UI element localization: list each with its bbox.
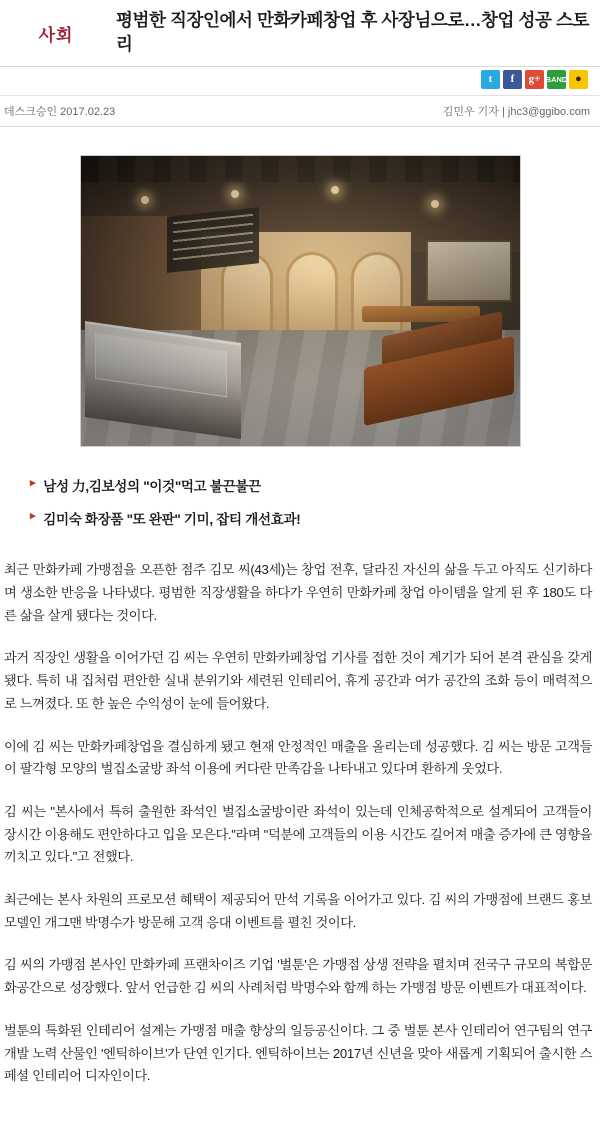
article-paragraph: 최근에는 본사 차원의 프로모션 혜택이 제공되어 만석 기록을 이어가고 있다. 김 씨의 가맹점에 브랜드 홍보 모델인 개그맨 박명수가 방문해 고객 응대 이벤트를 펼친 것이다. bbox=[4, 892, 592, 930]
band-share-icon[interactable]: BAND bbox=[547, 70, 566, 89]
page-title: 평범한 직장인에서 만화카페창업 후 사장님으로…창업 성공 스토리 bbox=[116, 10, 590, 55]
article-paragraph: 김 씨는 "본사에서 특허 출원한 좌석인 벌집소굴방이란 좌석이 있는데 인체공학적으로 설계되어 고객들이 장시간 이용해도 편안하다고 입을 모은다."라며 "덕분에 고객들의 이용 시간도 길어져 매출 증가에 큰 영향을 끼치고 있다."고 전했다. bbox=[4, 803, 592, 865]
facebook-share-icon[interactable]: f bbox=[503, 70, 522, 89]
headline-wrap bbox=[112, 0, 600, 66]
approval-date: 데스크승인 2017.02.23 bbox=[4, 106, 116, 119]
arrow-icon: ▸ bbox=[30, 510, 36, 523]
article-photo-area bbox=[0, 127, 600, 469]
article-paragraph: 이에 김 씨는 만화카페창업을 결심하게 됐고 현재 안정적인 매출을 올리는데 성공했다. 김 씨는 방문 고객들이 팔각형 모양의 벌집소굴방 좌석 이용에 커다란 만족감을 나타내고 있다며 환하게 웃었다. bbox=[4, 738, 592, 777]
article-paragraph: 김 씨의 가맹점 본사인 만화카페 프랜차이즈 기업 '벌툰'은 가맹점 상생 전략을 펼치며 전국구 규모의 복합문화공간으로 성장했다. 앞서 언급한 김 씨의 사례처럼 박명수와 함께 하는 가맹점 방문 이벤트가 대표적이다. bbox=[4, 957, 592, 996]
related-links bbox=[0, 469, 600, 555]
article-header bbox=[0, 0, 600, 67]
related-link-label[interactable]: 김미숙 화장품 "또 완판" 기미, 잡티 개선효과! bbox=[43, 512, 301, 528]
list-item[interactable] bbox=[30, 475, 600, 495]
article-paragraph: 과거 직장인 생활을 이어가던 김 씨는 우연히 만화카페창업 기사를 접한 것이 계기가 되어 본격 관심을 갖게 됐다. 특히 내 집처럼 편안한 실내 분위기와 세련된 인테리어, 휴게 공간과 여가 공간의 조화 등이 매력적으로 느껴졌다. 또 한 높은 수익성이 눈에 들어왔다. bbox=[4, 650, 592, 711]
category-wrap bbox=[0, 0, 112, 66]
reporter-info[interactable]: 김민우 기자 | jhc3@ggibo.com bbox=[442, 106, 590, 119]
byline bbox=[0, 96, 600, 127]
category-label[interactable]: 사회 bbox=[38, 25, 74, 45]
arrow-icon: ▸ bbox=[30, 477, 36, 490]
twitter-share-icon[interactable]: t bbox=[481, 70, 500, 89]
cafe-interior-photo bbox=[80, 155, 521, 447]
googleplus-share-icon[interactable]: g+ bbox=[525, 70, 544, 89]
related-link-label[interactable]: 남성 力,김보성의 "이것"먹고 불끈불끈 bbox=[43, 479, 261, 495]
article-paragraph: 최근 만화카페 가맹점을 오픈한 점주 김모 씨(43세)는 창업 전후, 달라진 자신의 삶을 두고 아직도 신기하다며 생소한 반응을 나타냈다. 평범한 직장생활을 하다가 우연히 만화카페 창업 아이템을 알게 된 후 180도 다른 삶을 살게 됐다는 것이다. bbox=[4, 562, 592, 623]
kakaostory-share-icon[interactable]: ● bbox=[569, 70, 588, 89]
list-item[interactable] bbox=[30, 508, 600, 528]
share-bar bbox=[0, 66, 600, 96]
article-body bbox=[0, 555, 600, 1114]
article-paragraph: 벌툰의 특화된 인테리어 설계는 가맹점 매출 향상의 일등공신이다. 그 중 벌툰 본사 인테리어 연구팀의 연구개발 노력 산물인 '엔틱하이브'가 단연 인기다. 엔틱하이브는 2017년 신년을 맞아 새롭게 기획되어 출시한 스페셜 인테리어 디자인이다. bbox=[4, 1022, 592, 1084]
photo-lighting-overlay bbox=[81, 156, 520, 446]
